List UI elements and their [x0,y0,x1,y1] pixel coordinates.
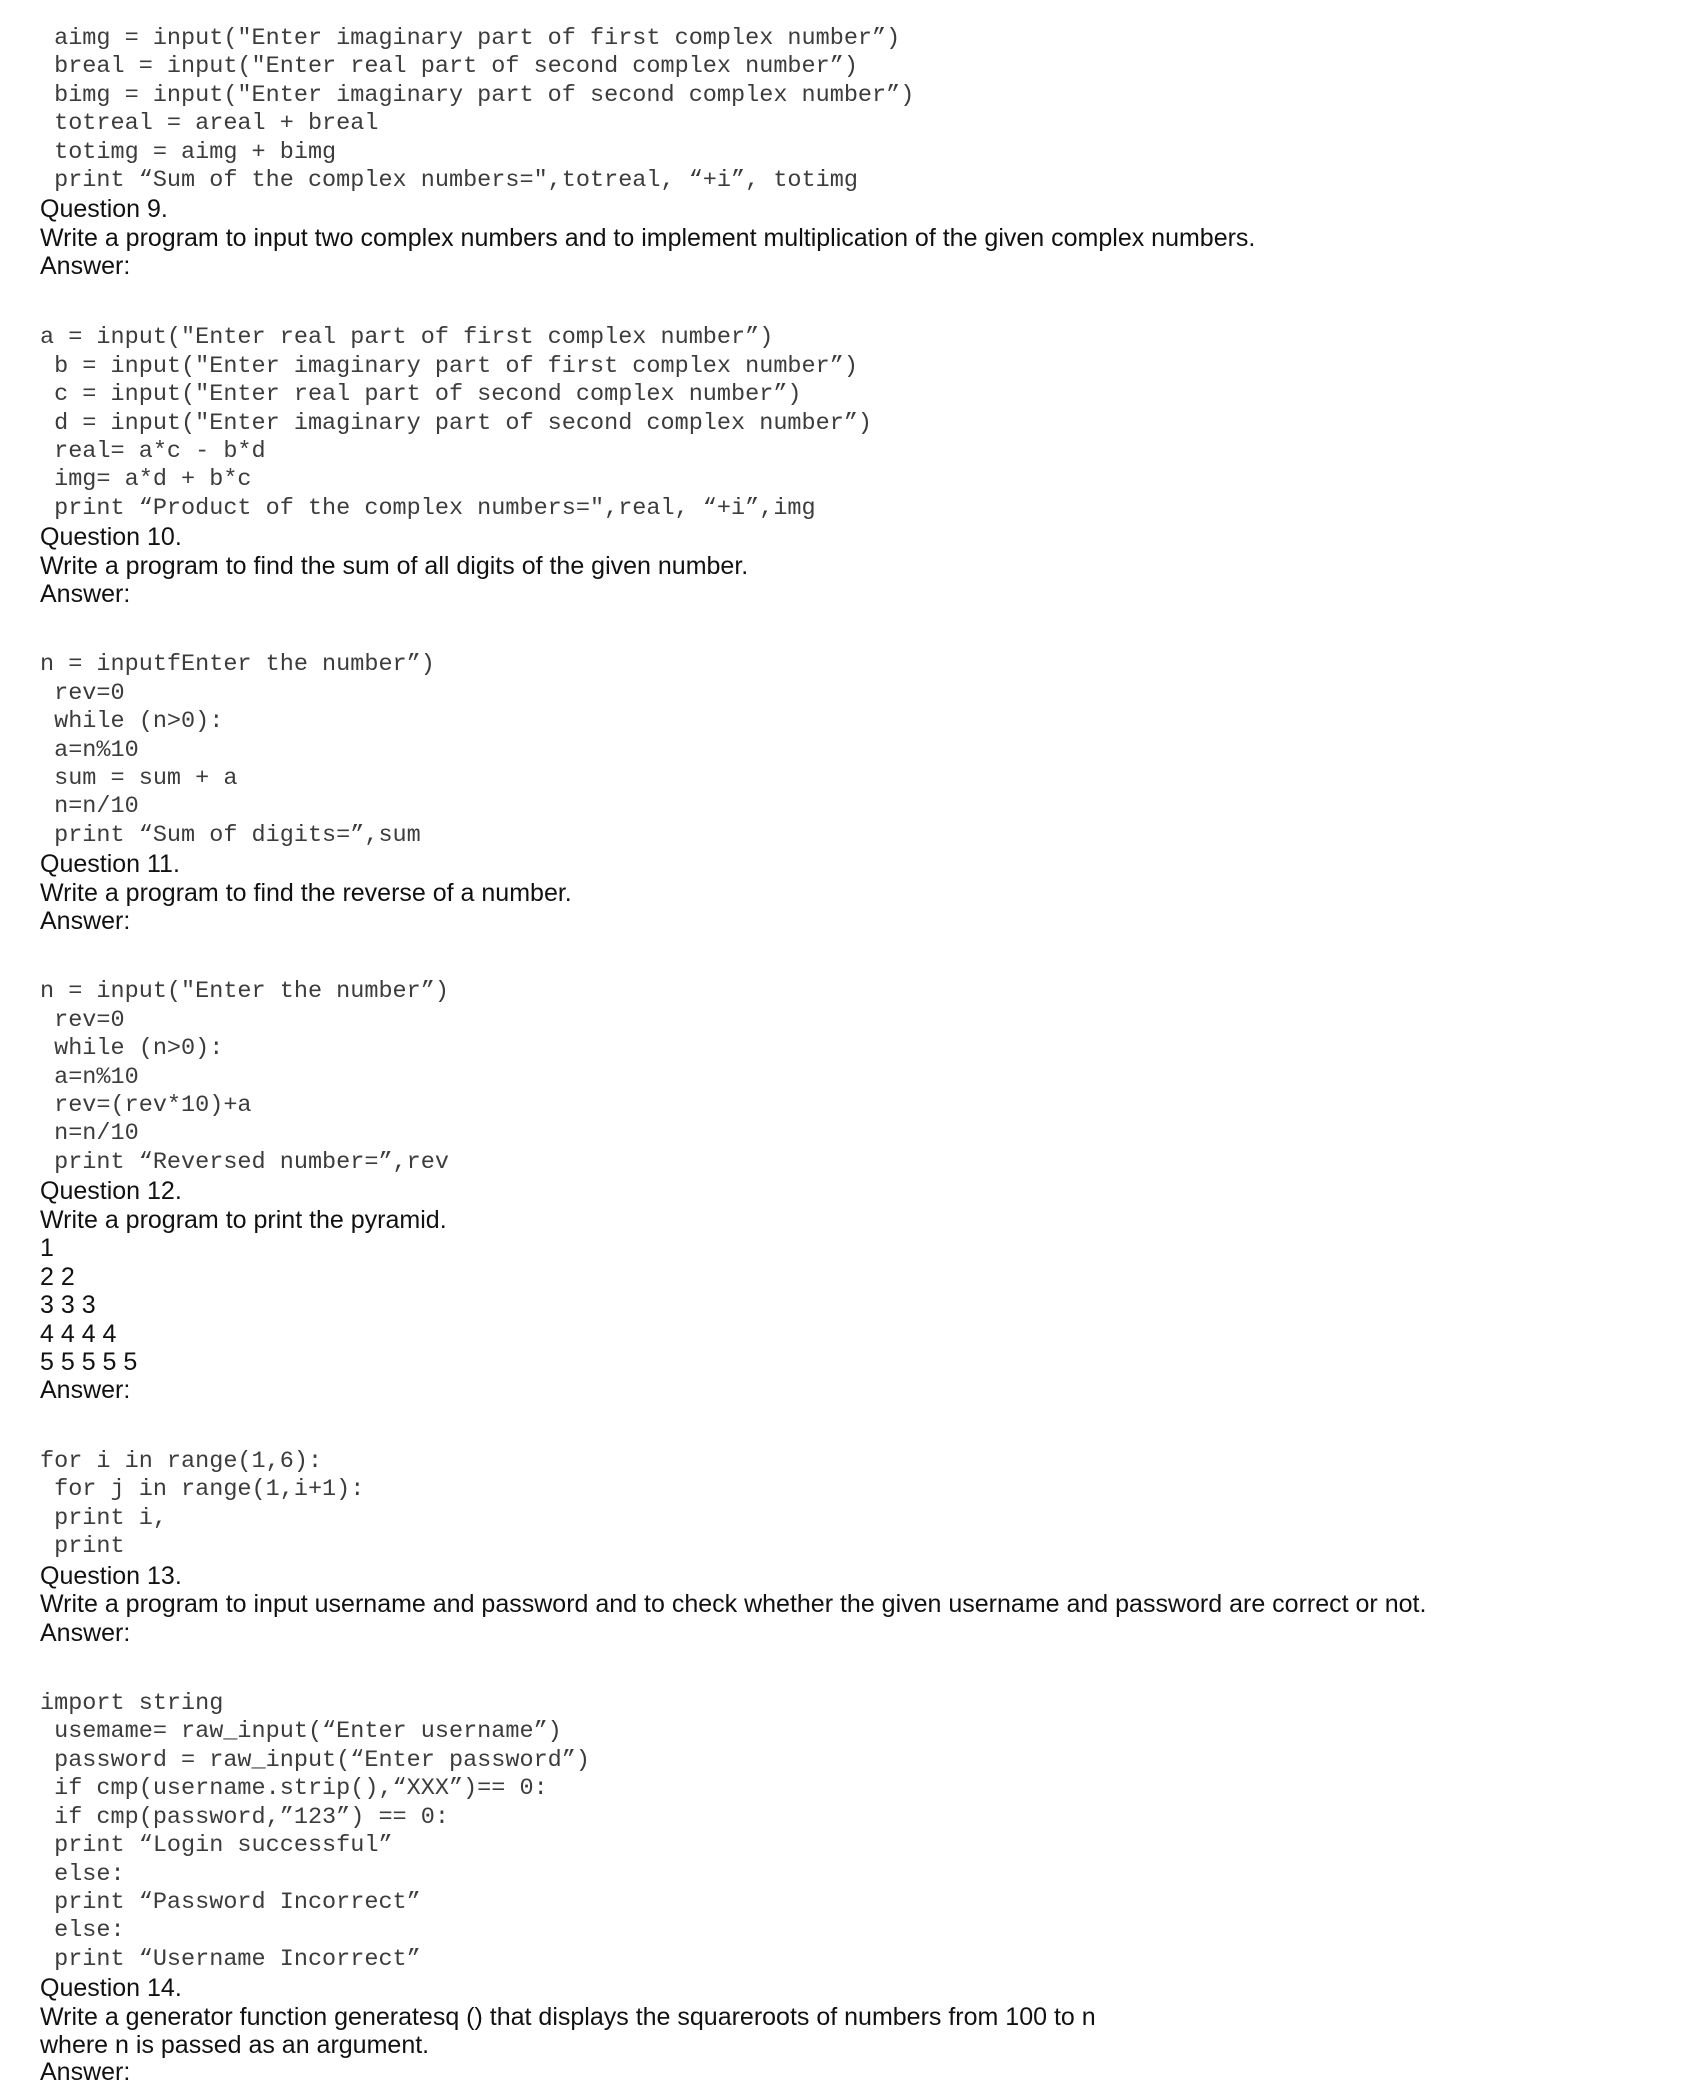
code-line: n = inputfEnter the number”) [40,651,435,678]
question-text: Write a program to input two complex numbers and to implement multiplication of the given complex numbers. [40,224,1256,252]
code-line: b = input("Enter imaginary part of first complex number”) [40,353,858,380]
code-line: usemame= raw_input(“Enter username”) [40,1718,562,1745]
code-line: if cmp(username.strip(),“XXX”)== 0: [40,1775,548,1802]
code-line: for i in range(1,6): [40,1448,323,1475]
question-text: Write a program to input username and password and to check whether the given username and password are correct or not. [40,1590,1427,1618]
question-heading: Question 13. [40,1562,182,1590]
code-line: print “Username Incorrect” [40,1946,421,1973]
code-line: c = input("Enter real part of second complex number”) [40,381,802,408]
code-line: d = input("Enter imaginary part of second complex number”) [40,410,873,437]
answer-label: Answer: [40,1619,131,1647]
question-text: where n is passed as an argument. [40,2031,430,2059]
code-line: print “Login successful” [40,1832,393,1859]
pyramid-row: 3 3 3 [40,1291,96,1319]
pyramid-row: 1 [40,1234,54,1262]
pyramid-row: 5 5 5 5 5 [40,1348,138,1376]
code-line: for j in range(1,i+1): [40,1476,365,1503]
code-line: totimg = aimg + bimg [40,139,337,166]
code-line: print “Product of the complex numbers=",real, “+i”,img [40,495,816,522]
code-line: n = input("Enter the number”) [40,978,449,1005]
question-heading: Question 12. [40,1177,182,1205]
question-heading: Question 14. [40,1974,182,2002]
code-line: password = raw_input(“Enter password”) [40,1747,590,1774]
code-line: n=n/10 [40,793,139,820]
code-line: a=n%10 [40,737,139,764]
answer-label: Answer: [40,1376,131,1404]
question-text: Write a generator function generatesq () that displays the squareroots of numbers from 100 to n [40,2003,1096,2031]
code-line: while (n>0): [40,1035,224,1062]
code-line: else: [40,1917,125,1944]
code-line: rev=(rev*10)+a [40,1092,252,1119]
code-line: print [40,1533,125,1560]
code-line: print “Reversed number=”,rev [40,1149,449,1176]
code-line: bimg = input("Enter imaginary part of second complex number”) [40,82,915,109]
code-line: print i, [40,1505,167,1532]
pyramid-row: 2 2 [40,1263,75,1291]
code-line: a=n%10 [40,1064,139,1091]
code-line: else: [40,1861,125,1888]
code-line: print “Sum of the complex numbers=",totreal, “+i”, totimg [40,167,858,194]
code-line: rev=0 [40,1007,125,1034]
question-text: Write a program to print the pyramid. [40,1206,447,1234]
code-line: a = input("Enter real part of first complex number”) [40,324,774,351]
question-heading: Question 11. [40,850,180,878]
answer-label: Answer: [40,580,131,608]
pyramid-row: 4 4 4 4 [40,1320,117,1348]
code-line: sum = sum + a [40,765,238,792]
question-heading: Question 10. [40,523,182,551]
code-line: img= a*d + b*c [40,466,252,493]
code-line: if cmp(password,”123”) == 0: [40,1804,449,1831]
code-line: while (n>0): [40,708,224,735]
code-line: rev=0 [40,680,125,707]
answer-label: Answer: [40,252,131,280]
question-text: Write a program to find the reverse of a number. [40,879,572,907]
code-line: import string [40,1690,224,1717]
answer-label: Answer: [40,2058,131,2086]
code-line: totreal = areal + breal [40,110,379,137]
code-line: breal = input("Enter real part of second complex number”) [40,53,858,80]
code-line: real= a*c - b*d [40,438,266,465]
code-line: print “Password Incorrect” [40,1889,421,1916]
answer-label: Answer: [40,907,131,935]
code-line: aimg = input("Enter imaginary part of first complex number”) [40,25,901,52]
code-line: n=n/10 [40,1120,139,1147]
code-line: print “Sum of digits=”,sum [40,822,421,849]
question-text: Write a program to find the sum of all digits of the given number. [40,552,749,580]
question-heading: Question 9. [40,195,168,223]
